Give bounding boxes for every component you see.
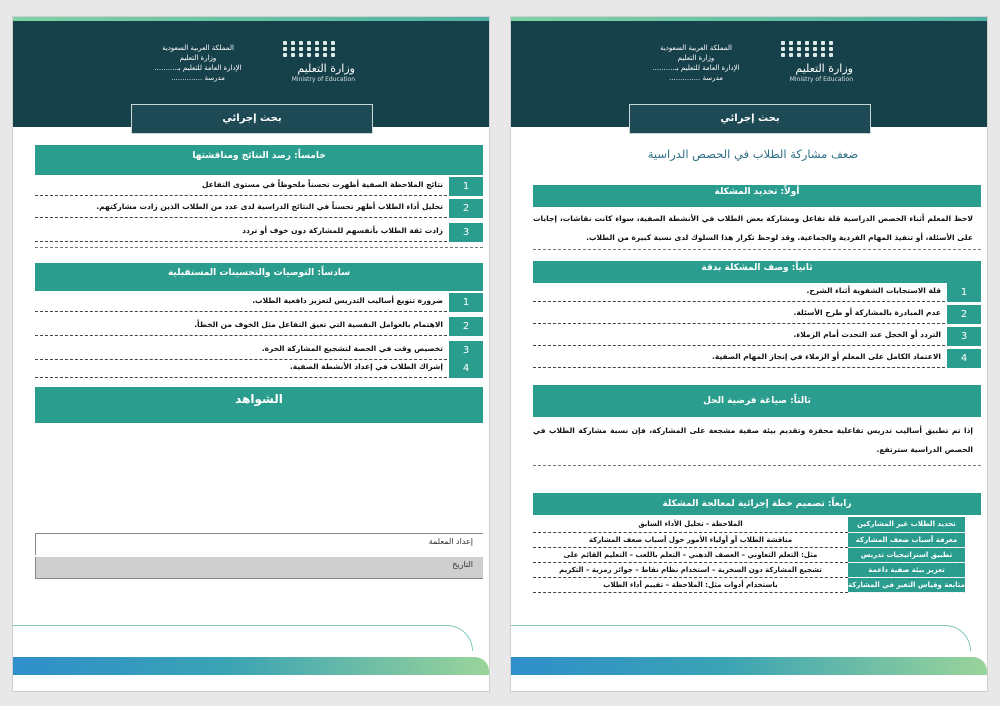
item-text: التردد أو الخجل عند التحدث أمام الزملاء. (533, 327, 945, 346)
item-text: الاعتماد الكامل على المعلم أو الزملاء في إنجاز المهام الصفية. (533, 349, 945, 368)
plan-step: معرفة أسباب ضعف المشاركة (848, 532, 965, 547)
ministry-logo (773, 41, 853, 97)
table-row (533, 562, 965, 577)
plan-method: مناقشة الطلاب أو أولياء الأمور حول أسباب ضعف المشاركة (533, 532, 848, 547)
logo-english-text: Ministry of Education (291, 76, 355, 83)
research-title: ضعف مشاركة الطلاب في الحصص الدراسية (647, 147, 859, 161)
item-number: 1 (947, 283, 981, 302)
page-right (510, 16, 988, 692)
item-text: تخصيص وقت في الحصة لتشجيع المشاركة الحرة. (35, 341, 447, 360)
list-item (35, 223, 483, 242)
item-text: ضرورة تنويع أساليب التدريس لتعزيز دافعية الطلاب. (35, 293, 447, 312)
school-label: مدرسة .............. (171, 74, 225, 82)
section-plan-title: رابعاً: تصميم خطة إجرائية لمعالجة المشكلة (533, 493, 981, 515)
list-item (35, 177, 483, 196)
kingdom-label: المملكة العربية السعودية (660, 44, 732, 52)
list-item (533, 283, 981, 302)
section-problem-title: أولاً: تحديد المشكلة (533, 185, 981, 207)
plan-method: الملاحظة - تحليل الأداء السابق (533, 517, 848, 532)
date-row (35, 557, 483, 579)
plan-method: باستخدام أدوات مثل: الملاحظة – تقييم أداء الطلاب (533, 577, 848, 592)
plan-method: مثل: التعلم التعاوني – العصف الذهني – التعلم باللعب – التعليم القائم على (533, 547, 848, 562)
page-left (12, 16, 490, 692)
logo-dots-icon (283, 41, 355, 57)
table-row (533, 577, 965, 592)
section-recommendations-title: سادساً: التوصيات والتحسينات المستقبلية (35, 263, 483, 291)
prepared-by-label: إعداد المعلمة (428, 537, 473, 546)
list-item (533, 327, 981, 346)
item-number: 3 (449, 341, 483, 360)
ministry-logo (275, 41, 355, 97)
kingdom-label: المملكة العربية السعودية (162, 44, 234, 52)
item-number: 2 (449, 199, 483, 218)
item-number: 1 (449, 177, 483, 196)
prepared-by-row (35, 533, 483, 555)
problem-paragraph: لاحظ المعلم أثناء الحصص الدراسية قلة تفاعل ومشاركة بعض الطلاب في الأنشطة الصفية، سواء كانت نقاشات، إجابات على الأسئلة، أو تنفيذ المهام الفردية والجماعية. وقد لوحظ تكرار هذا السلوك لدى نسبة كبيرة من الطلاب. (533, 214, 973, 242)
list-item (35, 317, 483, 336)
footer-arc (12, 625, 473, 651)
logo-english-text: Ministry of Education (789, 76, 853, 83)
footer-arc (510, 625, 971, 651)
footer-bar (13, 657, 489, 675)
plan-step: تعزيز بيئة صفية داعمة (848, 562, 965, 577)
government-info (133, 43, 263, 83)
item-number: 4 (947, 349, 981, 368)
item-number: 4 (449, 359, 483, 378)
evidence-title: الشواهد (35, 387, 483, 423)
ministry-label: وزارة التعليم (677, 54, 715, 62)
date-label: التاريخ (452, 560, 473, 569)
list-item (35, 199, 483, 218)
admin-label: الإدارة العامة للتعليم بـ.......... (154, 64, 242, 72)
date-value[interactable] (35, 557, 347, 578)
plan-method: تشجيع المشاركة دون السخرية – استخدام نظام نقاط – جوائز رمزية – التكريم (533, 562, 848, 577)
logo-dots-icon (781, 41, 853, 57)
section-description-title: ثانياً: وصف المشكلة بدقة (533, 261, 981, 283)
list-item (533, 349, 981, 368)
header-accent-line (511, 17, 987, 21)
item-number: 2 (947, 305, 981, 324)
divider (533, 249, 981, 250)
school-label: مدرسة .............. (669, 74, 723, 82)
item-text: عدم المبادرة بالمشاركة أو طرح الأسئلة. (533, 305, 945, 324)
list-item (35, 341, 483, 360)
header-accent-line (13, 17, 489, 21)
document-title: بحث إجرائي (131, 104, 373, 134)
section-hypothesis-title: ثالثاً: صياغة فرضية الحل (533, 385, 981, 417)
list-item (533, 305, 981, 324)
document-title: بحث إجرائي (629, 104, 871, 134)
item-number: 3 (947, 327, 981, 346)
footer-bar (511, 657, 987, 675)
admin-label: الإدارة العامة للتعليم بـ.......... (652, 64, 740, 72)
list-item (35, 359, 483, 378)
item-text: زادت ثقة الطلاب بأنفسهم للمشاركة دون خوف أو تردد (35, 223, 447, 242)
ministry-label: وزارة التعليم (179, 54, 217, 62)
item-number: 3 (449, 223, 483, 242)
table-row (533, 532, 965, 547)
prepared-by-value[interactable] (35, 534, 347, 555)
hypothesis-paragraph: إذا تم تطبيق أساليب تدريس تفاعلية محفزة وتقديم بيئة صفية مشجعة على المشاركة، فإن نسبة مشاركة الطلاب في الحصص الدراسية سترتفع. (533, 426, 973, 454)
item-text: إشراك الطلاب في إعداد الأنشطة الصفية. (35, 359, 447, 378)
divider (35, 247, 483, 248)
logo-arabic-text: وزارة التعليم (297, 62, 355, 75)
logo-arabic-text: وزارة التعليم (795, 62, 853, 75)
item-text: تحليل أداء الطلاب أظهر تحسناً في النتائج الدراسية لدى عدد من الطلاب الذين زادت مشاركتهم. (35, 199, 447, 218)
table-row (533, 517, 965, 532)
table-row (533, 547, 965, 562)
government-info (631, 43, 761, 83)
list-item (35, 293, 483, 312)
section-results-title: خامساً: رصد النتائج ومناقشتها (35, 145, 483, 175)
item-text: الاهتمام بالعوامل النفسية التي تعيق التفاعل مثل الخوف من الخطأ. (35, 317, 447, 336)
plan-step: تطبيق استراتيجيات تدريس (848, 547, 965, 562)
action-plan-table (533, 517, 965, 593)
plan-step: تحديد الطلاب غير المشاركين (848, 517, 965, 532)
item-text: قلة الاستجابات الشفوية أثناء الشرح. (533, 283, 945, 302)
plan-step: متابعة وقياس التغير في المشاركة (848, 577, 965, 592)
item-number: 1 (449, 293, 483, 312)
item-number: 2 (449, 317, 483, 336)
item-text: نتائج الملاحظة الصفية أظهرت تحسناً ملحوظاً في مستوى التفاعل (35, 177, 447, 196)
divider (533, 465, 981, 466)
